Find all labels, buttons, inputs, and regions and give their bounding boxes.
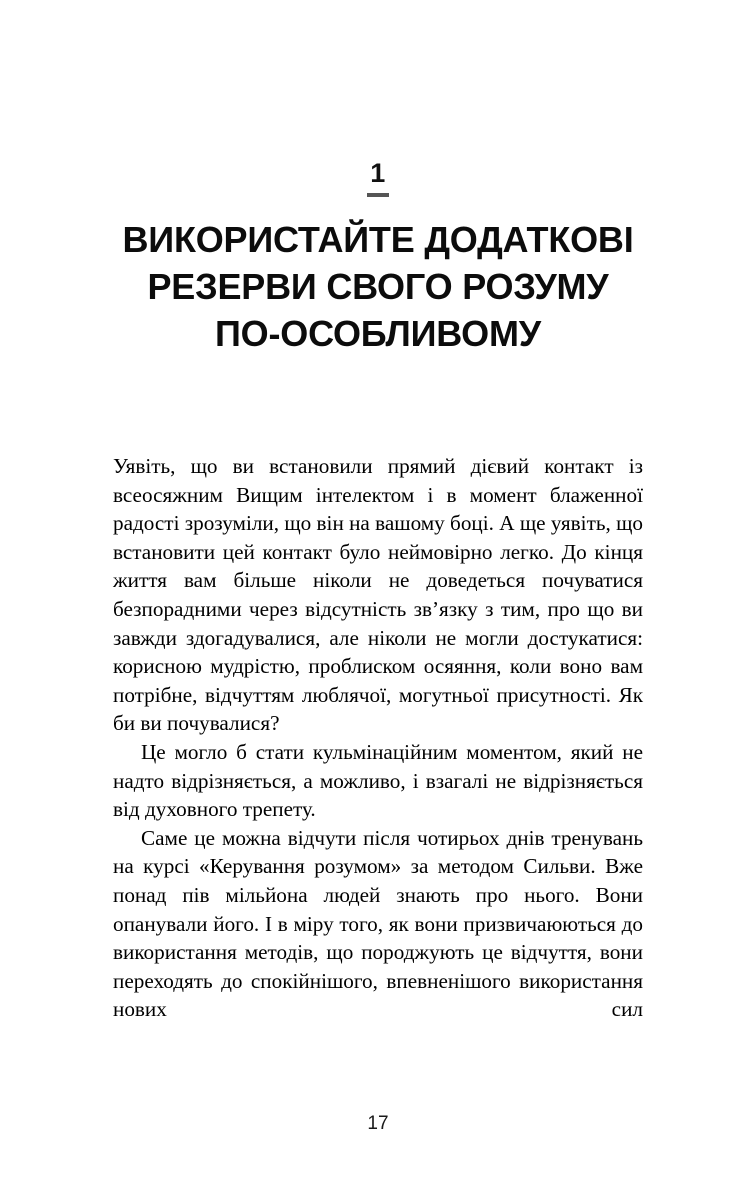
- chapter-title-line-2: РЕЗЕРВИ СВОГО РОЗУМУ: [147, 266, 609, 307]
- chapter-title-line-3: ПО-ОСОБЛИВОМУ: [215, 313, 541, 354]
- chapter-divider-rule: [367, 193, 389, 197]
- page-title: [0, 216, 756, 357]
- paragraph: Саме це можна відчути після чотирьох днів тренувань на курсі «Керування розумом» за методом Сильви. Вже понад пів мільйона людей знають про нього. Вони опанували його. І в міру того, як вони призвичаюються до використання методів, що породжують це відчуття, вони переходять до спокійнішого, впевненішого використання нових сил: [113, 825, 643, 1022]
- paragraph: Це могло б стати кульмінаційним моментом, який не надто відрізняється, а можливо, і взагалі не відрізняється від духовного трепету.: [113, 739, 643, 822]
- page-number: 17: [367, 1113, 389, 1134]
- chapter-opener: [0, 158, 756, 197]
- chapter-title-line-1: ВИКОРИСТАЙТЕ ДОДАТКОВІ: [122, 219, 634, 260]
- body-text-block: [113, 452, 643, 1024]
- chapter-number: 1: [370, 158, 386, 188]
- paragraph: Уявіть, що ви встановили прямий дієвий контакт із всеосяжним Вищим інтелектом і в момент блаженної радості зрозуміли, що він на вашому боці. А ще уявіть, що встановити цей контакт було неймовірно легко. До кінця життя вам більше ніколи не доведеться почуватися безпорадними через відсутність зв’язку з тим, про що ви завжди здогадувалися, але ніколи не могли достукатися: корисною мудрістю, проблиском осяяння, коли воно вам потрібне, відчуттям люблячої, могутньої присутності. Як би ви почувалися?: [113, 454, 643, 736]
